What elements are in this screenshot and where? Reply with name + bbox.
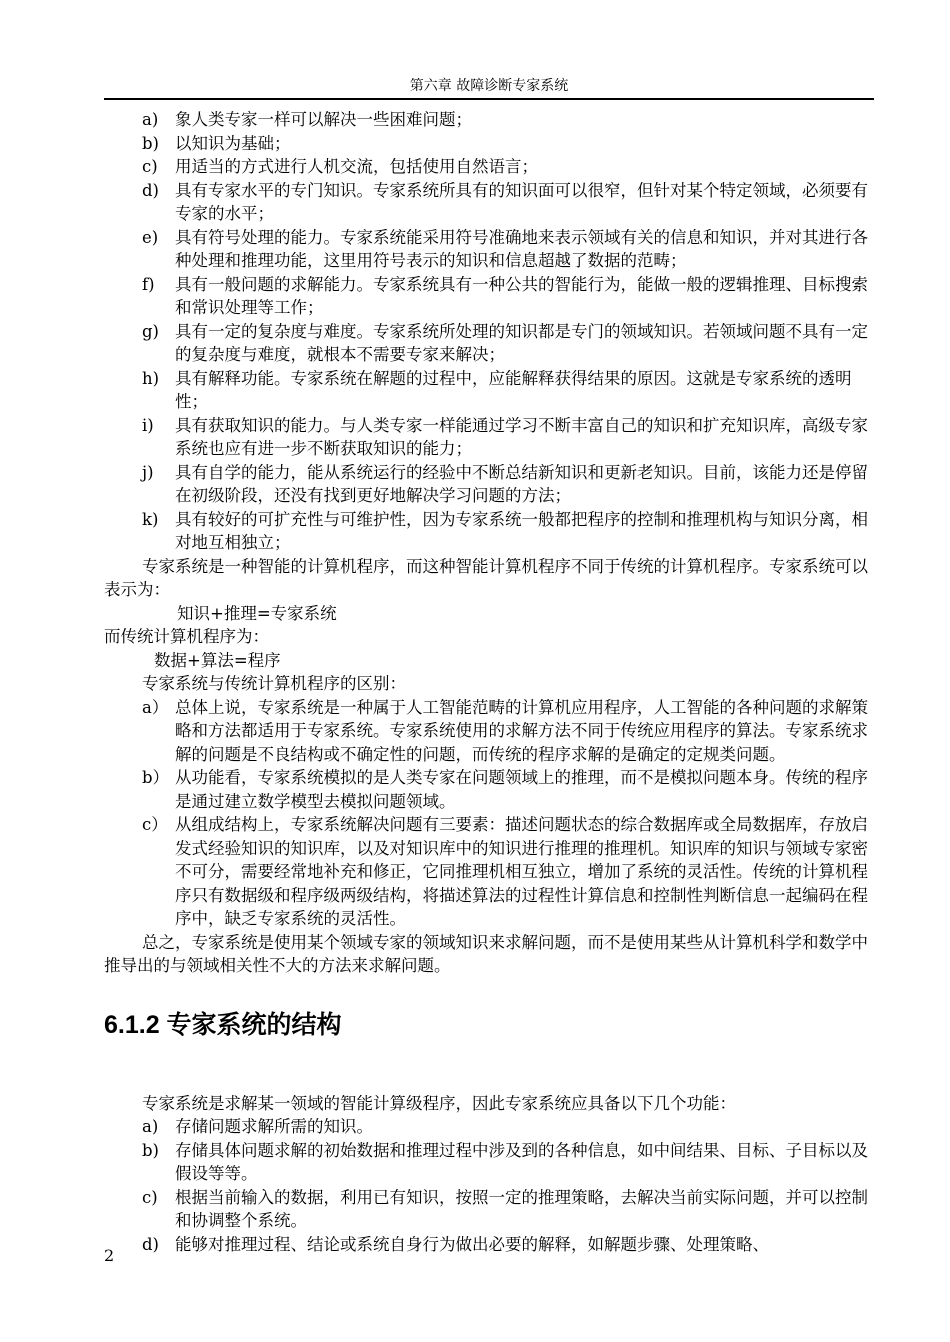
chapter-title: 第六章 故障诊断专家系统 bbox=[409, 78, 569, 94]
list-item-text: 具有获取知识的能力。与人类专家一样能通过学习不断丰富自己的知识和扩充知识库，高级专家系统也应有进一步不断获取知识的能力； bbox=[175, 415, 868, 458]
list-item-text: 象人类专家一样可以解决一些困难问题； bbox=[175, 110, 472, 129]
list-item-text: 具有解释功能。专家系统在解题的过程中，应能解释获得结果的原因。这就是专家系统的透明性； bbox=[175, 368, 852, 411]
page-header bbox=[104, 74, 874, 100]
list-marker: d) bbox=[142, 180, 159, 200]
list-item-text: 存储具体问题求解的初始数据和推理过程中涉及到的各种信息，如中间结果、目标、子目标以及假设等等。 bbox=[175, 1140, 868, 1183]
list-marker: k) bbox=[142, 509, 159, 529]
paragraph: 专家系统是一种智能的计算机程序，而这种智能计算机程序不同于传统的计算机程序。专家系统可以表示为： bbox=[104, 556, 868, 599]
list-item bbox=[104, 155, 880, 179]
paragraph: 专家系统是求解某一领域的智能计算级程序，因此专家系统应具备以下几个功能： bbox=[142, 1093, 736, 1113]
list-item-text: 具有符号处理的能力。专家系统能采用符号准确地来表示领域有关的信息和知识，并对其进行各种处理和推理功能，这里用符号表示的知识和信息超越了数据的范畴； bbox=[175, 227, 868, 270]
list-item bbox=[104, 367, 880, 414]
list-marker: g) bbox=[142, 321, 159, 341]
paragraph: 而传统计算机程序为： bbox=[104, 627, 269, 646]
list-item-text: 以知识为基础； bbox=[175, 133, 291, 153]
list-item-text: 具有一般问题的求解能力。专家系统具有一种公共的智能行为，能做一般的逻辑推理、目标搜索和常识处理等工作； bbox=[175, 274, 868, 317]
list-item-text: 能够对推理过程、结论或系统自身行为做出必要的解释，如解题步骤、处理策略、 bbox=[175, 1234, 769, 1254]
list-marker: c) bbox=[142, 1187, 158, 1207]
list-item bbox=[104, 696, 880, 767]
list-marker: c) bbox=[142, 157, 158, 176]
paragraph: 专家系统与传统计算机程序的区别： bbox=[142, 674, 406, 693]
list-marker: b） bbox=[142, 768, 170, 787]
list-marker: a) bbox=[142, 110, 159, 129]
list-item bbox=[104, 766, 880, 813]
difference-list bbox=[104, 696, 880, 931]
list-item bbox=[104, 226, 880, 273]
list-marker: h) bbox=[142, 368, 160, 388]
list-item bbox=[104, 1115, 880, 1139]
list-item bbox=[104, 273, 880, 320]
feature-list bbox=[104, 108, 880, 555]
list-item-text: 从组成结构上，专家系统解决问题有三要素：描述问题状态的综合数据库或全局数据库，存放启发式经验知识的知识库，以及对知识库中的知识进行推理的推理机。知识库的知识与领域专家密不可分，需要经常地补充和修正，它同推理机相互独立，增加了系统的灵活性。传统的计算机程序只有数据级和程序级两级结构，将描述算法的过程性计算信息和控制性判断信息一起编码在程序中，缺乏专家系统的灵活性。 bbox=[175, 815, 868, 928]
list-item-text: 具有专家水平的专门知识。专家系统所具有的知识面可以很窄，但针对某个特定领域，必须要有专家的水平； bbox=[175, 180, 868, 223]
list-item bbox=[104, 132, 880, 156]
formula-expert-system: 知识+推理=专家系统 bbox=[177, 603, 337, 623]
list-marker: d) bbox=[142, 1234, 159, 1254]
list-item-text: 具有较好的可扩充性与可维护性，因为专家系统一般都把程序的控制和推理机构与知识分离，相对地互相独立； bbox=[175, 509, 868, 552]
list-item-text: 根据当前输入的数据，利用已有知识，按照一定的推理策略，去解决当前实际问题，并可以控制和协调整个系统。 bbox=[175, 1187, 868, 1230]
list-item-text: 具有自学的能力，能从系统运行的经验中不断总结新知识和更新老知识。目前，该能力还是停留在初级阶段，还没有找到更好地解决学习问题的方法； bbox=[175, 462, 868, 505]
list-item bbox=[104, 1139, 880, 1186]
list-item bbox=[104, 1233, 880, 1257]
list-item bbox=[104, 414, 880, 461]
paragraph: 总之，专家系统是使用某个领域专家的领域知识来求解问题，而不是使用某些从计算机科学和数学中推导出的与领域相关性不大的方法来求解问题。 bbox=[104, 932, 868, 975]
list-item-text: 存储问题求解所需的知识。 bbox=[175, 1117, 373, 1136]
list-marker: a） bbox=[142, 697, 169, 717]
list-item bbox=[104, 1186, 880, 1233]
section-heading: 6.1.2 专家系统的结构 bbox=[104, 1010, 342, 1039]
list-item-text: 从功能看，专家系统模拟的是人类专家在问题领域上的推理，而不是模拟问题本身。传统的程序是通过建立数学模型去模拟问题领域。 bbox=[175, 768, 868, 811]
list-marker: f) bbox=[142, 274, 155, 294]
list-item-text: 用适当的方式进行人机交流，包括使用自然语言； bbox=[175, 157, 538, 176]
list-marker: j) bbox=[142, 462, 154, 482]
list-marker: b) bbox=[142, 133, 159, 153]
list-item bbox=[104, 508, 880, 555]
list-item-text: 具有一定的复杂度与难度。专家系统所处理的知识都是专门的领域知识。若领域问题不具有一定的复杂度与难度，就根本不需要专家来解决； bbox=[175, 321, 868, 364]
list-item bbox=[104, 461, 880, 508]
formula-program: 数据+算法=程序 bbox=[154, 650, 281, 670]
list-marker: a) bbox=[142, 1117, 159, 1136]
list-marker: c） bbox=[142, 815, 168, 834]
list-marker: i) bbox=[142, 415, 154, 435]
list-marker: b) bbox=[142, 1140, 159, 1160]
list-item bbox=[104, 320, 880, 367]
page-number: 2 bbox=[104, 1246, 115, 1265]
list-item bbox=[104, 813, 880, 931]
list-item bbox=[104, 108, 880, 132]
list-item-text: 总体上说，专家系统是一种属于人工智能范畴的计算机应用程序，人工智能的各种问题的求解策略和方法都适用于专家系统。专家系统使用的求解方法不同于传统应用程序的算法。专家系统求解的问题是不良结构或不确定性的问题，而传统的程序求解的是确定的定规类问题。 bbox=[175, 697, 868, 764]
list-marker: e) bbox=[142, 227, 159, 247]
document-body bbox=[104, 108, 880, 1256]
list-item bbox=[104, 179, 880, 226]
function-list bbox=[104, 1115, 880, 1256]
